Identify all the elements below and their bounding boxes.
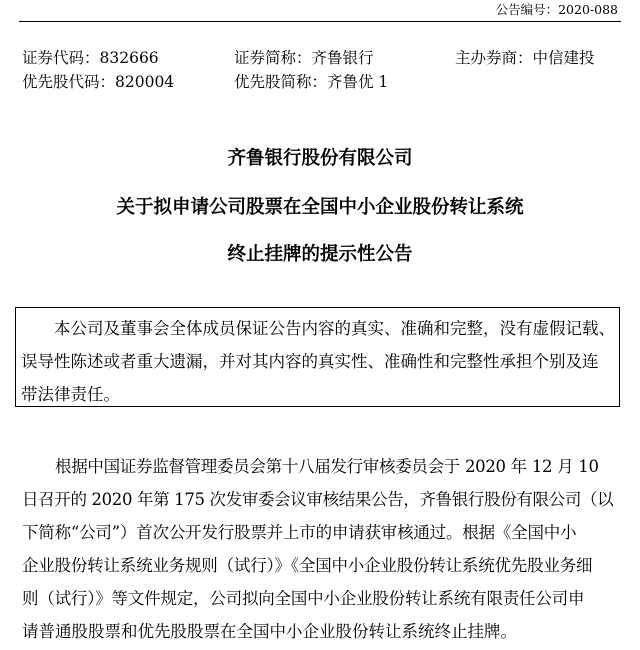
header-divider: [19, 21, 621, 22]
body-line: 则（试行）》等文件规定，公司拟向全国中小企业股份转让系统有限责任公司申: [22, 589, 585, 608]
security-short-name: 证券简称：齐鲁银行: [234, 49, 374, 67]
body-line: 下简称“公司”）首次公开发行股票并上市的申请获审核通过。根据《全国中小: [22, 523, 577, 542]
sponsor-broker: 主办券商：中信建投: [455, 49, 595, 67]
responsibility-statement-box: [15, 307, 620, 407]
security-code: 证券代码：832666: [22, 49, 159, 67]
statement-line: 误导性陈述或者重大遗漏，并对其内容的真实性、准确性和完整性承担个别及连: [21, 352, 599, 371]
company-title: 齐鲁银行股份有限公司: [227, 148, 413, 169]
announcement-number: 公告编号：2020-088: [495, 2, 618, 17]
body-paragraph: [22, 450, 622, 648]
body-line: 日召开的 2020 年第 175 次发审委会议审核结果公告，齐鲁银行股份有限公司（以: [22, 490, 614, 509]
statement-line: 带法律责任。: [21, 385, 120, 404]
announcement-subtitle: 终止挂牌的提示性公告: [227, 244, 413, 265]
preferred-stock-code: 优先股代码：820004: [22, 73, 175, 91]
body-line: 请普通股股票和优先股股票在全国中小企业股份转让系统终止挂牌。: [22, 622, 517, 641]
preferred-stock-short-name: 优先股简称：齐鲁优 1: [234, 73, 389, 91]
announcement-title: 关于拟申请公司股票在全国中小企业股份转让系统: [116, 197, 524, 218]
body-line: 根据中国证券监督管理委员会第十八届发行审核委员会于 2020 年 12 月 10: [55, 457, 599, 476]
body-line: 企业股份转让系统业务规则（试行）》《全国中小企业股份转让系统优先股业务细: [22, 556, 593, 575]
statement-line: 本公司及董事会全体成员保证公告内容的真实、准确和完整，没有虚假记载、: [54, 319, 615, 338]
